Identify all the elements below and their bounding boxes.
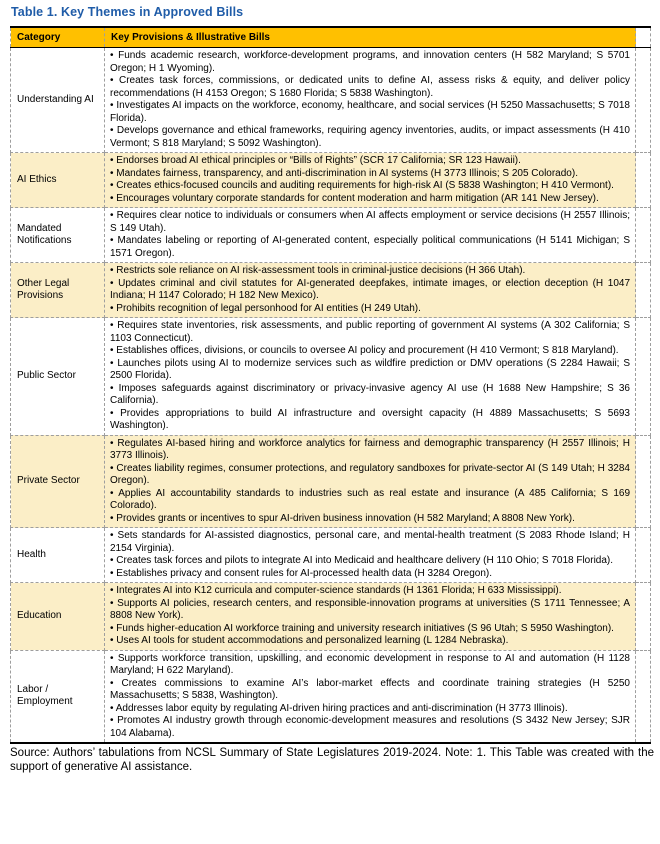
table-row — [11, 650, 651, 743]
table-row — [11, 318, 651, 436]
provisions-cell — [105, 435, 636, 528]
provisions-cell — [105, 153, 636, 208]
spacer-cell — [636, 318, 651, 436]
source-note: Source: Authors’ tabulations from NCSL Summary of State Legislatures 2019-2024. Note: 1. This Table was created with the support of generative AI assistance. — [10, 747, 654, 773]
column-header-provisions: Key Provisions & Illustrative Bills — [105, 27, 636, 48]
spacer-cell — [636, 583, 651, 651]
provisions-cell — [105, 318, 636, 436]
category-cell: Health — [11, 528, 105, 583]
spacer-column-header — [636, 27, 651, 48]
category-cell: AI Ethics — [11, 153, 105, 208]
bullet-item: • Promotes AI industry growth through economic-development measures and resolutions (S 3432 New Jersey; SJR 104 Alabama). — [110, 715, 630, 739]
table-body — [11, 48, 651, 744]
bullet-item: • Encourages voluntary corporate standards for content moderation and harm mitigation (AR 141 New Jersey). — [110, 192, 599, 204]
provisions-cell — [105, 583, 636, 651]
table-row — [11, 263, 651, 318]
table-row — [11, 583, 651, 651]
bullet-item: • Creates commissions to examine AI’s labor-market effects and coordinate training strategies (H 5250 Massachusetts; S 5838, Washington). — [110, 677, 630, 701]
bullet-item: • Provides appropriations to build AI infrastructure and oversight capacity (H 4889 Massachusetts; S 5693 Washington). — [110, 407, 630, 431]
table-row — [11, 153, 651, 208]
bullet-item: • Updates criminal and civil statutes for AI-generated deepfakes, intimate images, or election deception (H 1047 Indiana; H 1147 Colorado; H 182 New Mexico). — [110, 277, 630, 301]
bullet-item: • Sets standards for AI-assisted diagnostics, personal care, and mental-health treatment (S 2083 Rhode Island; H 2154 Virginia). — [110, 530, 630, 554]
spacer-cell — [636, 528, 651, 583]
category-cell: Understanding AI — [11, 48, 105, 153]
bullet-item: • Requires clear notice to individuals or consumers when AI affects employment or service decisions (H 2557 Illinois; S 149 Utah). — [110, 210, 630, 234]
spacer-cell — [636, 650, 651, 743]
column-header-category: Category — [11, 27, 105, 48]
category-cell: Other Legal Provisions — [11, 263, 105, 318]
category-cell: Labor / Employment — [11, 650, 105, 743]
bullet-item: • Uses AI tools for student accommodations and personalized learning (L 1284 Nebraska). — [110, 635, 509, 646]
bullet-item: • Supports workforce transition, upskilling, and economic development in response to AI and automation (H 1128 Maryland; H 622 Maryland). — [110, 652, 630, 676]
page-title: Table 1. Key Themes in Approved Bills — [11, 5, 244, 19]
bullet-item: • Develops governance and ethical frameworks, requiring agency inventories, audits, or impact assessments (H 410 Vermont; S 818 Maryland; S 5092 Washington). — [110, 125, 630, 149]
bullet-item: • Funds academic research, workforce-development programs, and innovation centers (H 582 Maryland; S 5701 Oregon; H 1 Wyoming). — [110, 50, 630, 74]
bullet-item: • Applies AI accountability standards to industries such as real estate and insurance (A 485 California; S 169 Colorado). — [110, 487, 630, 511]
table-row — [11, 528, 651, 583]
bullet-item: • Prohibits recognition of legal personhood for AI entities (H 249 Utah). — [110, 302, 421, 314]
category-cell: Mandated Notifications — [11, 208, 105, 263]
spacer-cell — [636, 153, 651, 208]
bullet-item: • Launches pilots using AI to modernize services such as wildfire prediction or DMV operations (S 2284 Hawaii; S 2500 Florida). — [110, 357, 630, 381]
table-row — [11, 208, 651, 263]
category-cell: Public Sector — [11, 318, 105, 436]
provisions-cell — [105, 528, 636, 583]
bullet-item: • Mandates labeling or reporting of AI-generated content, especially political communications (H 5141 Michigan; S 1571 Oregon). — [110, 235, 630, 259]
bullet-item: • Regulates AI-based hiring and workforce analytics for fairness and demographic transparency (H 2557 Illinois; H 3773 Illinois). — [110, 437, 630, 461]
bullet-item: • Funds higher-education AI workforce training and university research initiatives (S 96 Utah; S 5950 Washington). — [110, 622, 614, 634]
bullet-item: • Integrates AI into K12 curricula and computer-science standards (H 1361 Florida; H 633 Mississippi). — [110, 585, 562, 596]
category-cell: Education — [11, 583, 105, 651]
bullet-item: • Supports AI policies, research centers, and responsible-innovation programs at universities (S 1711 Tennessee; A 8808 New York). — [110, 597, 630, 621]
bullet-item: • Provides grants or incentives to spur AI-driven business innovation (H 582 Maryland; A 8808 New York). — [110, 512, 575, 524]
key-themes-table — [10, 26, 651, 744]
provisions-cell — [105, 208, 636, 263]
spacer-cell — [636, 48, 651, 153]
provisions-cell — [105, 650, 636, 743]
bullet-item: • Creates ethics-focused councils and auditing requirements for high-risk AI (S 5838 Washington; H 410 Vermont). — [110, 180, 614, 191]
spacer-cell — [636, 208, 651, 263]
bullet-item: • Imposes safeguards against discriminatory or privacy-invasive agency AI use (H 1688 New Hampshire; S 36 California). — [110, 382, 630, 406]
table-row — [11, 48, 651, 153]
category-cell: Private Sector — [11, 435, 105, 528]
bullet-item: • Creates task forces, commissions, or dedicated units to define AI, assess risks & equity, and deliver policy recommendations (H 4153 Oregon; S 1680 Florida; S 5838 Washington). — [110, 75, 630, 99]
table-header-row — [11, 27, 651, 48]
bullet-item: • Addresses labor equity by regulating AI-driven hiring practices and anti-discrimination (H 3773 Illinois). — [110, 702, 568, 714]
bullet-item: • Establishes offices, divisions, or councils to oversee AI policy and procurement (H 410 Vermont; S 818 Maryland). — [110, 345, 619, 356]
spacer-cell — [636, 263, 651, 318]
bullet-item: • Mandates fairness, transparency, and anti-discrimination in AI systems (H 3773 Illinois; S 205 Colorado). — [110, 167, 578, 179]
bullet-item: • Creates task forces and pilots to integrate AI into Medicaid and healthcare delivery (H 110 Ohio; S 7018 Florida). — [110, 555, 614, 566]
table-row — [11, 435, 651, 528]
bullet-item: • Restricts sole reliance on AI risk-assessment tools in criminal-justice decisions (H 366 Utah). — [110, 265, 526, 276]
provisions-cell — [105, 263, 636, 318]
bullet-item: • Endorses broad AI ethical principles or “Bills of Rights” (SCR 17 California; SR 123 Hawaii). — [110, 155, 521, 166]
bullet-item: • Establishes privacy and consent rules for AI-processed health data (H 3284 Oregon). — [110, 567, 493, 579]
bullet-item: • Investigates AI impacts on the workforce, economy, healthcare, and social services (H 5250 Massachusetts; S 7018 Florida). — [110, 100, 630, 124]
spacer-cell — [636, 435, 651, 528]
bullet-item: • Creates liability regimes, consumer protections, and regulatory sandboxes for private-sector AI (S 149 Utah; H 3284 Oregon). — [110, 462, 630, 486]
provisions-cell — [105, 48, 636, 153]
bullet-item: • Requires state inventories, risk assessments, and public reporting of government AI systems (A 302 California; S 1103 Connecticut). — [110, 320, 630, 344]
